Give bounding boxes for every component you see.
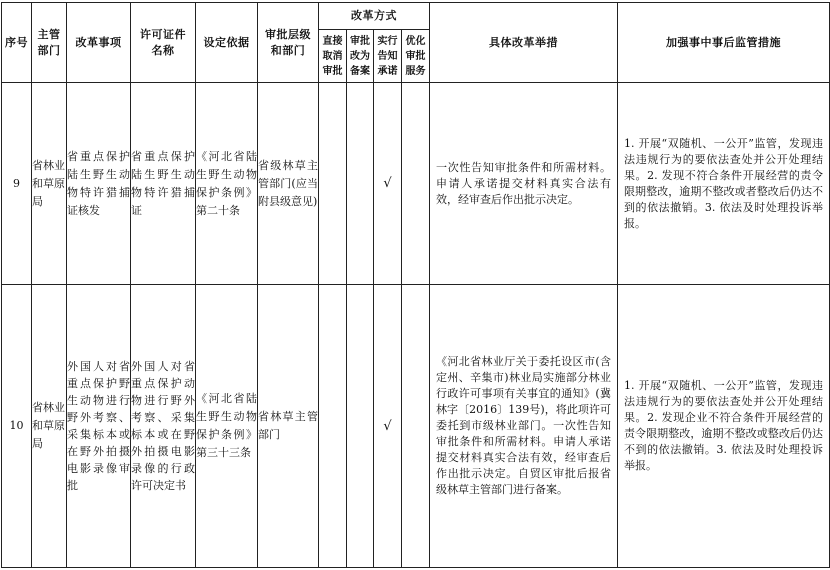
header-basis: 设定依据 (196, 3, 258, 83)
header-mode-optimize: 优化审批服务 (402, 30, 430, 83)
row-mark-cancel (319, 285, 347, 568)
row-mark-filing (347, 285, 374, 568)
row-license: 省重点保护陆生野生动物特许猎捕证 (131, 83, 196, 285)
row-basis: 《河北省陆生野生动物保护条例》第二十条 (196, 83, 258, 285)
row-mark-optimize (402, 285, 430, 568)
header-row-top (2, 3, 830, 30)
row-mark-cancel (319, 83, 347, 285)
table-row (2, 285, 830, 568)
row-supervision: 1. 开展“双随机、一公开”监管，发现违法违规行为的要依法查处并公开处理结果。2. 发现不符合条件开展经营的责令限期整改，逾期不整改或者整改后仍达不到的依法撤销。3. 依法及时处理投诉举报。 (618, 83, 830, 285)
row-dept: 省林业和草原局 (32, 285, 67, 568)
row-mark-filing (347, 83, 374, 285)
row-level: 省林草主管部门 (258, 285, 319, 568)
header-supervision: 加强事中事后监管措施 (618, 3, 830, 83)
header-mode-cancel: 直接取消审批 (319, 30, 347, 83)
table-row (2, 83, 830, 285)
row-supervision: 1. 开展“双随机、一公开”监管，发现违法违规行为的要依法查处并公开处理结果。2. 发现企业不符合条件开展经营的责令限期整改，逾期不整改或整改后仍达不到的依法撤销。3. 依法及时处理投诉举报。 (618, 285, 830, 568)
row-basis: 《河北省陆生野生动物保护条例》第三十三条 (196, 285, 258, 568)
row-measures: 一次性告知审批条件和所需材料。申请人承诺提交材料真实合法有效，经审查后作出批示决定。 (430, 83, 618, 285)
header-mode-filing: 审批改为备案 (347, 30, 374, 83)
row-dept: 省林业和草原局 (32, 83, 67, 285)
header-license: 许可证件名称 (131, 3, 196, 83)
header-item: 改革事项 (67, 3, 131, 83)
row-item: 省重点保护陆生野生动物特许猎捕证核发 (67, 83, 131, 285)
row-license: 外国人对省重点保护动物进行野外考察、采集标本或在野外拍摄电影录像的行政许可决定书 (131, 285, 196, 568)
row-seq: 9 (2, 83, 32, 285)
header-mode-commitment: 实行告知承诺 (374, 30, 402, 83)
row-item: 外国人对省重点保护野生动物进行野外考察、采集标本或在野外拍摄电影录像审批 (67, 285, 131, 568)
row-mark-commitment: √ (374, 83, 402, 285)
row-measures: 《河北省林业厅关于委托设区市(含定州、辛集市)林业局实施部分林业行政许可事项有关事宜的通知》(冀林字〔2016〕139号)，将此项许可委托到市级林业部门。一次性告知审批条件和所需材料。申请人承诺提交材料真实合法有效，经审查后作出批示决定。自贸区审批后报省级林草主管部门进行备案。 (430, 285, 618, 568)
header-level: 审批层级和部门 (258, 3, 319, 83)
row-mark-commitment: √ (374, 285, 402, 568)
header-measures: 具体改革举措 (430, 3, 618, 83)
reform-table (1, 2, 830, 568)
row-mark-optimize (402, 83, 430, 285)
header-seq: 序号 (2, 3, 32, 83)
row-seq: 10 (2, 285, 32, 568)
header-mode-group: 改革方式 (319, 3, 430, 30)
header-dept: 主管部门 (32, 3, 67, 83)
row-level: 省级林草主管部门(应当附县级意见) (258, 83, 319, 285)
